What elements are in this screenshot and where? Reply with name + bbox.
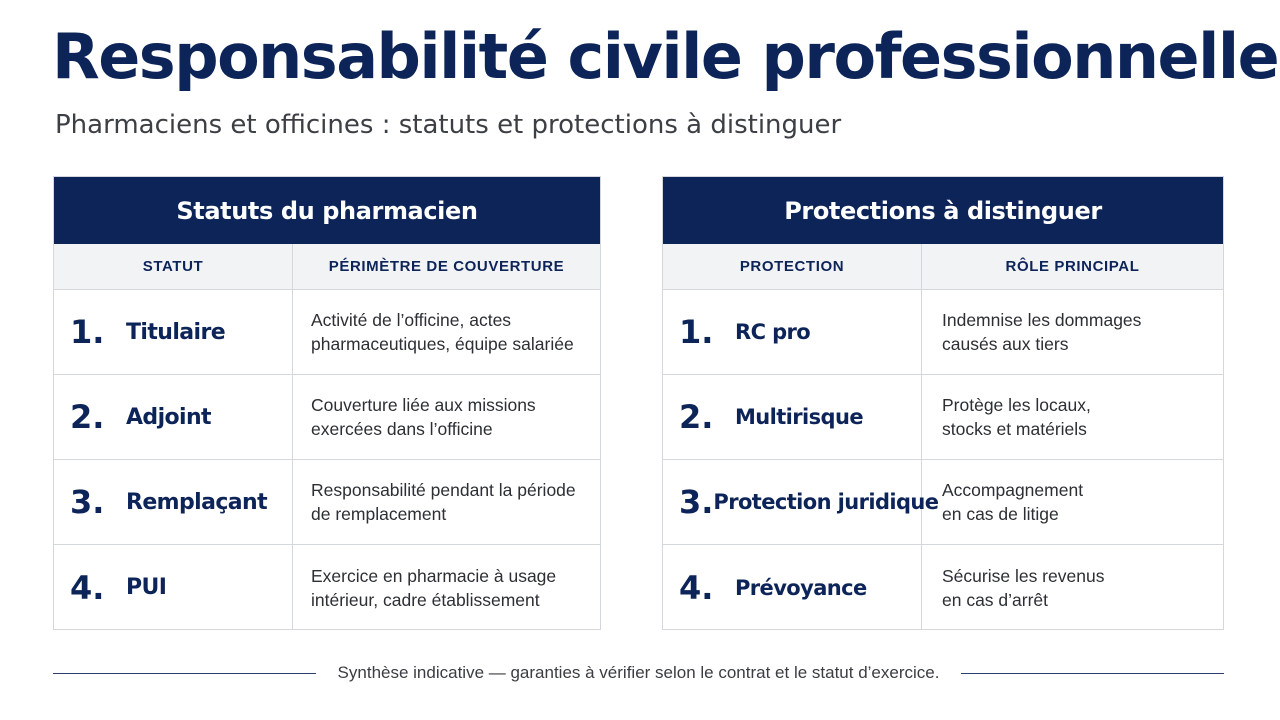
row-name: Remplaçant: [126, 489, 267, 515]
footer-rule-right: [961, 673, 1224, 674]
row-number: 1.: [70, 313, 105, 351]
table-row: [54, 375, 600, 460]
table-row: [663, 290, 1223, 375]
row-number: 2.: [70, 398, 105, 436]
page-subtitle: Pharmaciens et officines : statuts et protections à distinguer: [55, 110, 842, 140]
table-row: [663, 460, 1223, 545]
row-label-cell: [663, 290, 922, 374]
row-description: Responsabilité pendant la période de remplacement: [311, 480, 576, 524]
row-name: Multirisque: [735, 405, 863, 429]
row-name: RC pro: [735, 320, 811, 344]
column-header-role: RÔLE PRINCIPAL: [1005, 258, 1140, 275]
row-label-cell: [54, 290, 293, 374]
page-title: Responsabilité civile professionnelle: [52, 20, 1279, 93]
protections-table-heading: Protections à distinguer: [663, 177, 1223, 244]
row-label-cell: [54, 375, 293, 459]
row-description: Sécurise les revenus en cas d’arrêt: [942, 565, 1105, 610]
footer-rule-left: [53, 673, 316, 674]
statuts-table: [53, 176, 601, 630]
row-description: Accompagnement en cas de litige: [942, 480, 1084, 524]
row-name: Protection juridique: [713, 490, 939, 514]
column-header-statut: STATUT: [54, 244, 293, 289]
statuts-table-column-headers: [54, 244, 600, 290]
row-label-cell: [663, 545, 922, 630]
statuts-table-heading: Statuts du pharmacien: [54, 177, 600, 244]
table-row: [663, 545, 1223, 630]
row-description: Couverture liée aux missions exercées dans l’officine: [311, 395, 536, 439]
row-label-cell: [54, 545, 293, 630]
row-number: 4.: [70, 568, 105, 607]
row-number: 3.: [70, 483, 105, 521]
row-label-cell: [663, 460, 939, 544]
row-label-cell: [663, 375, 922, 459]
row-description: Indemnise les dommages causés aux tiers: [942, 310, 1142, 354]
table-row: [54, 460, 600, 545]
row-description: Exercice en pharmacie à usage intérieur, cadre établissement: [311, 565, 557, 610]
footer: [53, 660, 1224, 686]
row-name: PUI: [126, 575, 167, 600]
row-description: Protège les locaux, stocks et matériels: [942, 395, 1091, 439]
row-description: Activité de l’officine, actes pharmaceutiques, équipe salariée: [311, 310, 574, 354]
column-header-perimetre: PÉRIMÈTRE DE COUVERTURE: [328, 258, 565, 275]
row-number: 4.: [679, 568, 714, 607]
row-name: Adjoint: [126, 404, 211, 430]
row-number: 2.: [679, 398, 714, 436]
row-number: 1.: [679, 313, 714, 351]
table-row: [54, 290, 600, 375]
table-row: [54, 545, 600, 630]
protections-table: [662, 176, 1224, 630]
protections-table-column-headers: [663, 244, 1223, 290]
footer-note: Synthèse indicative — garanties à vérifier selon le contrat et le statut d’exercice.: [337, 663, 940, 682]
row-number: 3.: [679, 483, 714, 521]
row-name: Prévoyance: [735, 575, 867, 600]
table-row: [663, 375, 1223, 460]
column-header-protection: PROTECTION: [663, 244, 922, 289]
row-label-cell: [54, 460, 293, 544]
row-name: Titulaire: [126, 319, 226, 345]
